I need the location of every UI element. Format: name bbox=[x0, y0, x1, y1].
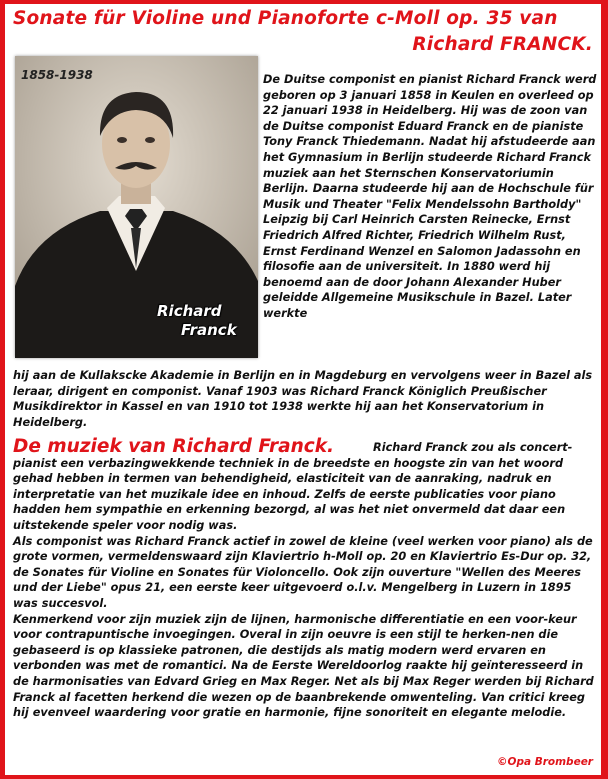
portrait-photo bbox=[15, 56, 258, 358]
page-title bbox=[13, 6, 597, 58]
bio-paragraph-top: De Duitse componist en pianist Richard Franck werd geboren op 3 januari 1858 in Keulen en overleed op 22 januari 1938 in Heidelberg. Hij was de zoon van de Duitse componist Eduard Franck en de pianiste Tony Franck Thiedemann. Nadat hij afstudeerde aan het Gymnasium in Berlijn studeerde Richard Franck muziek aan het Sternschen Konservatoriumin Berlijn. Daarna studeerde hij aan de Hochschule für Musik und Theater "Felix Mendelssohn Bartholdy" Leipzig bij Carl Heinrich Carsten Reinecke, Ernst Friedrich Alfred Richter, Friedrich Wilhelm Rust, Ernst Ferdinand Wenzel en Salomon Jadassohn en filosofie aan de universiteit. In 1880 werd hij benoemd aan de door Johann Alexander Huber geleidde Allgemeine Musikschule in Bazel. Later werkte bbox=[263, 73, 597, 320]
music-section bbox=[13, 440, 599, 721]
music-paragraph-1: Richard Franck zou als concert-pianist een verbazingwekkende techniek in de breedste en hoogste zin van het woord gehad hebben in termen van behendigheid, elasticiteit van de aanraking, nadruk en interpretatie van het muzikale idee en inhoud. Zelfs de eerste publicaties voor piano hadden hem sympathie en erkenning bezorgd, al was het niet onvermeld dat daar een uitstekende speler voor nodig was. bbox=[13, 441, 573, 532]
photo-caption bbox=[157, 302, 237, 340]
title-line-1: Sonate für Violine und Pianoforte c-Moll op. 35 van bbox=[13, 8, 558, 29]
music-paragraph-3: Kenmerkend voor zijn muziek zijn de lijnen, harmonische differentiatie en een voor-keur voor contrapuntische invoegingen. Overal in zijn oeuvre is een stijl te herken-nen die gebaseerd is op klassieke patronen, die destijds als matig modern werd ervaren en verbonden was met de romantici. Na de Eerste Wereldoorlog raakte hij geïnteresseerd in de harmonisaties van Edvard Grieg en Max Reger. Net als bij Max Reger werden bij Richard Franck al facetten herkend die wezen op de baanbrekende omwenteling. Van critici kreeg hij evenveel waardering voor gratie en harmonie, fijne sonoriteit en elegante melodie. bbox=[13, 612, 594, 720]
bio-paragraph-bottom: hij aan de Kullakscke Akademie in Berlijn en in Magdeburg en vervolgens weer in Bazel als leraar, dirigent en componist. Vanaf 1903 was Richard Franck Königlich Preußischer Musikdirektor in Kassel en van 1910 tot 1938 werkte hij aan het Konservatorium in Heidelberg. bbox=[13, 369, 593, 429]
biography-bottom bbox=[13, 368, 599, 430]
music-heading: De muziek van Richard Franck. bbox=[13, 436, 335, 457]
caption-line-2: Franck bbox=[181, 321, 237, 339]
page-card bbox=[5, 4, 601, 775]
caption-line-1: Richard bbox=[157, 302, 222, 320]
music-paragraph-2: Als componist was Richard Franck actief in zowel de kleine (veel werken voor piano) als de grote vormen, vermeldenswaard zijn Klaviertrio h-Moll op. 20 en Klaviertrio Es-Dur op. 32, de Sonates für Violine en Sonates für Violoncello. Ook zijn ouverture "Wellen des Meeres und der Liebe" opus 21, een eerste keer uitgevoerd o.l.v. Mengelberg in Luzern in 1895 was succesvol. bbox=[13, 534, 593, 610]
life-years: 1858-1938 bbox=[21, 68, 93, 82]
biography-top bbox=[263, 72, 599, 322]
title-line-2: Richard FRANCK. bbox=[412, 34, 593, 55]
credit-text: ©Opa Brombeer bbox=[497, 756, 593, 768]
